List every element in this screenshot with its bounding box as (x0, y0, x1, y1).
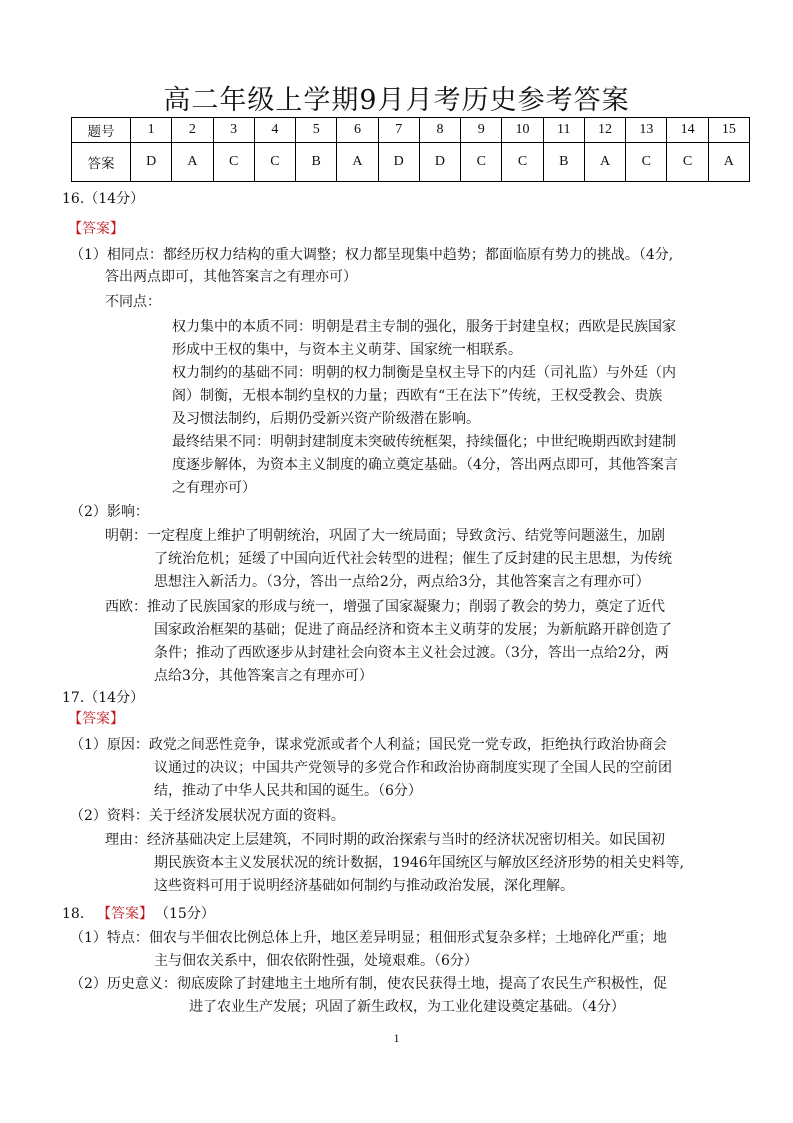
answer-cell: D (378, 143, 419, 182)
answer-cell: C (626, 143, 667, 182)
q17-line: 这些资料可用于说明经济基础如何制约与推动政治发展，深化理解。 (154, 878, 574, 894)
q18-answer-tag: 【答案】 (97, 906, 153, 922)
q16-line: 答出两点即可，其他答案言之有理亦可） (105, 269, 357, 285)
answer-cell: C (502, 143, 543, 182)
answer-cell: A (337, 143, 378, 182)
answer-cell: C (667, 143, 708, 182)
q16-line: 最终结果不同：明朝封建制度未突破传统框架，持续僵化；中世纪晚期西欧封建制 (172, 434, 676, 450)
q17-line: （1）原因：政党之间恶性竞争，谋求党派或者个人利益；国民党一党专政，拒绝执行政治协商会 (70, 737, 667, 753)
answer-cell: B (543, 143, 584, 182)
question-number-cell: 3 (213, 118, 254, 143)
question-number-row (72, 118, 750, 143)
q17-line: 议通过的决议；中国共产党领导的多党合作和政治协商制度实现了全国人民的空前团 (154, 760, 672, 776)
q16-line: 思想注入新活力。（3分，答出一点给2分，两点给3分，其他答案言之有理亦可） (154, 574, 650, 590)
q18-number: 18. (62, 906, 85, 922)
answer-cell: C (461, 143, 502, 182)
answer-cell: D (131, 143, 172, 182)
q16-line: 西欧：推动了民族国家的形成与统一，增强了国家凝聚力；削弱了教会的势力，奠定了近代 (105, 599, 665, 615)
q16-line: 点给3分，其他答案言之有理亦可） (154, 668, 373, 684)
q16-heading: 16.（14分） (62, 191, 145, 207)
q16-line: 及习惯法制约，后期仍受新兴资产阶级潜在影响。 (172, 411, 480, 427)
question-number-cell: 14 (667, 118, 708, 143)
answer-cell: C (213, 143, 254, 182)
answer-cell: B (296, 143, 337, 182)
question-number-cell: 5 (296, 118, 337, 143)
question-number-cell: 15 (708, 118, 749, 143)
row-header-answer: 答案 (72, 143, 131, 182)
q18-line: （1）特点：佃农与半佃农比例总体上升，地区差异明显；租佃形式复杂多样；土地碎化严重；地 (70, 930, 667, 946)
answer-cell: A (172, 143, 213, 182)
q16-line: （2）影响： (70, 504, 149, 520)
question-number-cell: 13 (626, 118, 667, 143)
q16-line: 权力制约的基础不同：明朝的权力制衡是皇权主导下的内廷（司礼监）与外廷（内 (172, 365, 676, 381)
q17-heading: 17.（14分） (62, 690, 145, 706)
q16-line: 明朝：一定程度上维护了明朝统治，巩固了大一统局面；导致贪污、结党等问题滋生，加剧 (105, 528, 665, 544)
question-number-cell: 11 (543, 118, 584, 143)
q17-line: 理由：经济基础决定上层建筑，不同时期的政治探索与当时的经济状况密切相关。如民国初 (105, 832, 665, 848)
q16-line: 之有理亦可） (172, 480, 256, 496)
q18-line: 主与佃农关系中，佃农依附性强，处境艰难。（6分） (154, 953, 478, 969)
answer-row (72, 143, 750, 182)
q16-line: 不同点： (105, 294, 161, 310)
q16-line: 形成中王权的集中，与资本主义萌芽、国家统一相联系。 (172, 342, 522, 358)
q16-answer-tag: 【答案】 (68, 221, 124, 237)
question-number-cell: 10 (502, 118, 543, 143)
page-title: 高二年级上学期9月月考历史参考答案 (163, 85, 630, 116)
q18-line: 进了农业生产发展；巩固了新生政权，为工业化建设奠定基础。（4分） (189, 999, 625, 1015)
q18-line: （2）历史意义：彻底废除了封建地主土地所有制，使农民获得土地，提高了农民生产积极性，促 (70, 976, 667, 992)
q16-line: 权力集中的本质不同：明朝是君主专制的强化，服务于封建皇权；西欧是民族国家 (172, 319, 676, 335)
answer-cell: C (254, 143, 295, 182)
q16-line: 条件；推动了西欧逐步从封建社会向资本主义社会过渡。（3分，答出一点给2分，两 (154, 645, 669, 661)
answer-cell: A (708, 143, 749, 182)
q16-line: 国家政治框架的基础；促进了商品经济和资本主义萌芽的发展；为新航路开辟创造了 (154, 622, 672, 638)
q17-line: 结，推动了中华人民共和国的诞生。（6分） (154, 783, 422, 799)
q16-line: 度逐步解体，为资本主义制度的确立奠定基础。（4分，答出两点即可，其他答案言 (172, 457, 678, 473)
q18-score: （15分） (155, 906, 215, 922)
question-number-cell: 9 (461, 118, 502, 143)
question-number-cell: 1 (131, 118, 172, 143)
question-number-cell: 6 (337, 118, 378, 143)
answer-cell: D (419, 143, 460, 182)
answer-cell: A (584, 143, 625, 182)
q16-line: 了统治危机；延缓了中国向近代社会转型的进程；催生了反封建的民主思想，为传统 (154, 551, 672, 567)
page-number: 1 (393, 1031, 400, 1045)
q17-answer-tag: 【答案】 (68, 711, 124, 727)
question-number-cell: 7 (378, 118, 419, 143)
q17-line: （2）资料：关于经济发展状况方面的资料。 (70, 808, 345, 824)
question-number-cell: 4 (254, 118, 295, 143)
answer-table (71, 117, 750, 182)
question-number-cell: 8 (419, 118, 460, 143)
row-header-number: 题号 (72, 118, 131, 143)
question-number-cell: 12 (584, 118, 625, 143)
q16-line: （1）相同点：都经历权力结构的重大调整；权力都呈现集中趋势；都面临原有势力的挑战。（4分, (70, 247, 674, 263)
question-number-cell: 2 (172, 118, 213, 143)
q16-line: 阁）制衡，无根本制约皇权的力量；西欧有“王在法下”传统，王权受教会、贵族 (172, 388, 663, 404)
q17-line: 期民族资本主义发展状况的统计数据，1946年国统区与解放区经济形势的相关史料等, (154, 855, 685, 871)
